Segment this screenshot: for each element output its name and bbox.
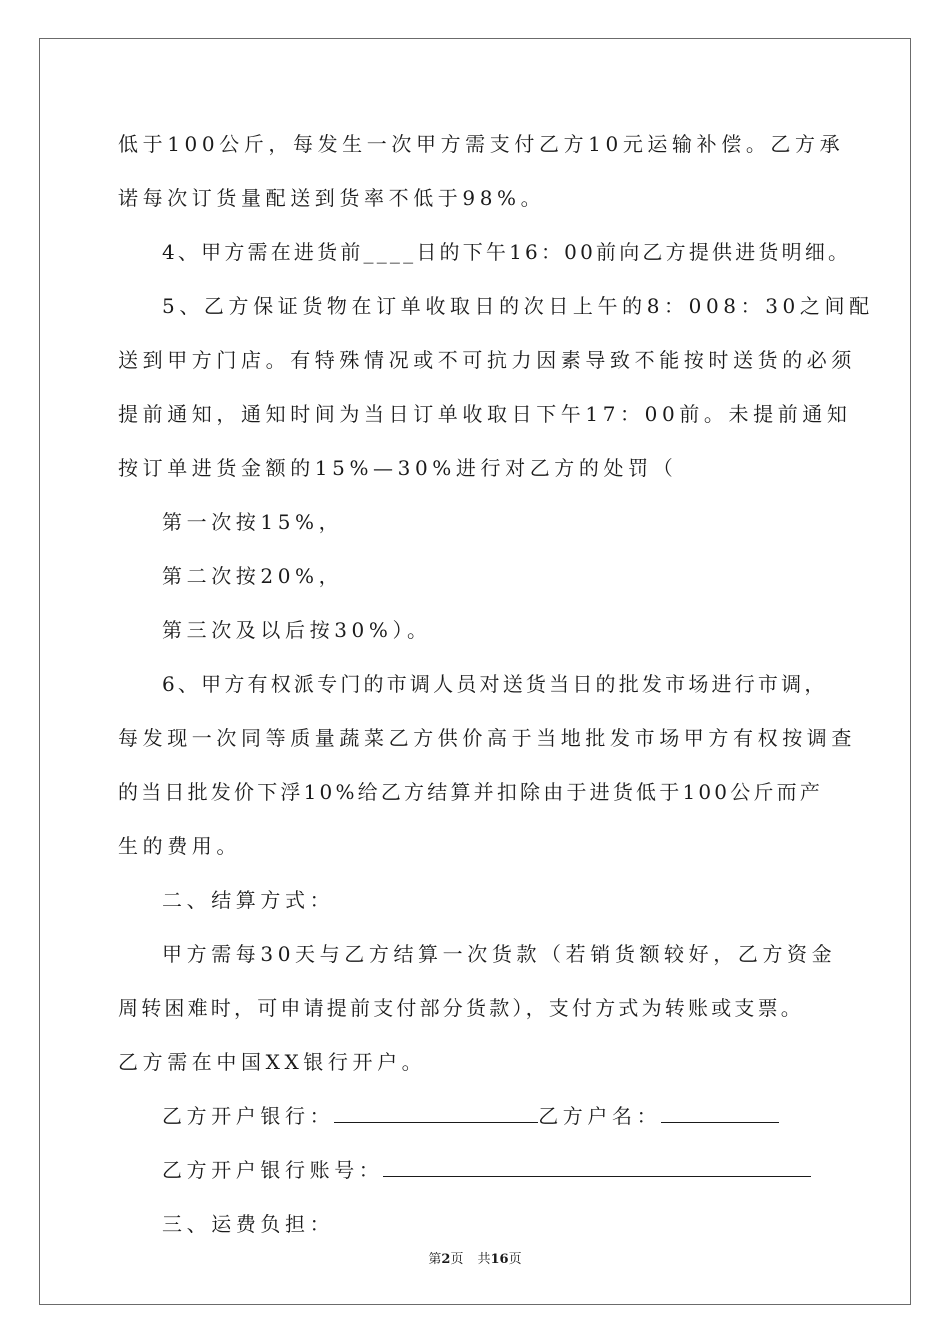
clause-4: 4、甲方需在进货前____日的下午16：00前向乙方提供进货明细。 — [162, 240, 852, 264]
page-footer — [0, 1248, 950, 1267]
paragraph-line: 每发现一次同等质量蔬菜乙方供价高于当地批发市场甲方有权按调查 — [118, 726, 856, 750]
bank-info-line — [162, 1098, 779, 1134]
footer-total-suffix: 页 — [508, 1252, 522, 1267]
clause-6: 6、甲方有权派专门的市调人员对送货当日的批发市场进行市调， — [162, 672, 828, 696]
penalty-first: 第一次按15%， — [162, 510, 344, 534]
paragraph-line: 诺每次订货量配送到货率不低于98%。 — [118, 186, 546, 210]
penalty-third: 第三次及以后按30%）。 — [162, 618, 432, 642]
footer-total-prefix: 共 — [477, 1252, 491, 1267]
account-number-label: 乙方开户银行账号： — [162, 1158, 384, 1182]
footer-page-prefix: 第 — [428, 1252, 442, 1267]
clause-5: 5、乙方保证货物在订单收取日的次日上午的8：008：30之间配 — [162, 294, 874, 318]
paragraph-line: 生的费用。 — [118, 834, 241, 858]
paragraph-line: 的当日批发价下浮10%给乙方结算并扣除由于进货低于100公斤而产 — [118, 780, 824, 804]
current-page-number: 2 — [441, 1252, 451, 1267]
account-number-blank — [383, 1158, 811, 1177]
total-page-count: 16 — [490, 1252, 509, 1267]
section-2-heading: 二、结算方式： — [162, 888, 335, 912]
paragraph-line: 提前通知，通知时间为当日订单收取日下午17：00前。未提前通知 — [118, 402, 852, 426]
account-name-label: 乙方户名： — [538, 1104, 662, 1128]
section-3-heading: 三、运费负担： — [162, 1212, 335, 1236]
penalty-second: 第二次按20%， — [162, 564, 344, 588]
bank-blank — [334, 1104, 538, 1123]
paragraph-line: 低于100公斤，每发生一次甲方需支付乙方10元运输补偿。乙方承 — [118, 132, 845, 156]
footer-page-suffix: 页 — [450, 1252, 464, 1267]
bank-label: 乙方开户银行： — [162, 1104, 335, 1128]
account-number-line — [162, 1152, 811, 1188]
paragraph-line: 按订单进货金额的15%—30%进行对乙方的处罚（ — [118, 456, 678, 480]
paragraph-line: 周转困难时，可申请提前支付部分货款），支付方式为转账或支票。 — [118, 996, 804, 1020]
paragraph-line: 送到甲方门店。有特殊情况或不可抗力因素导致不能按时送货的必须 — [118, 348, 856, 372]
account-name-blank — [661, 1104, 779, 1123]
settlement-paragraph: 甲方需每30天与乙方结算一次货款（若销货额较好，乙方资金 — [162, 942, 837, 966]
paragraph-line: 乙方需在中国XX银行开户。 — [118, 1050, 427, 1074]
